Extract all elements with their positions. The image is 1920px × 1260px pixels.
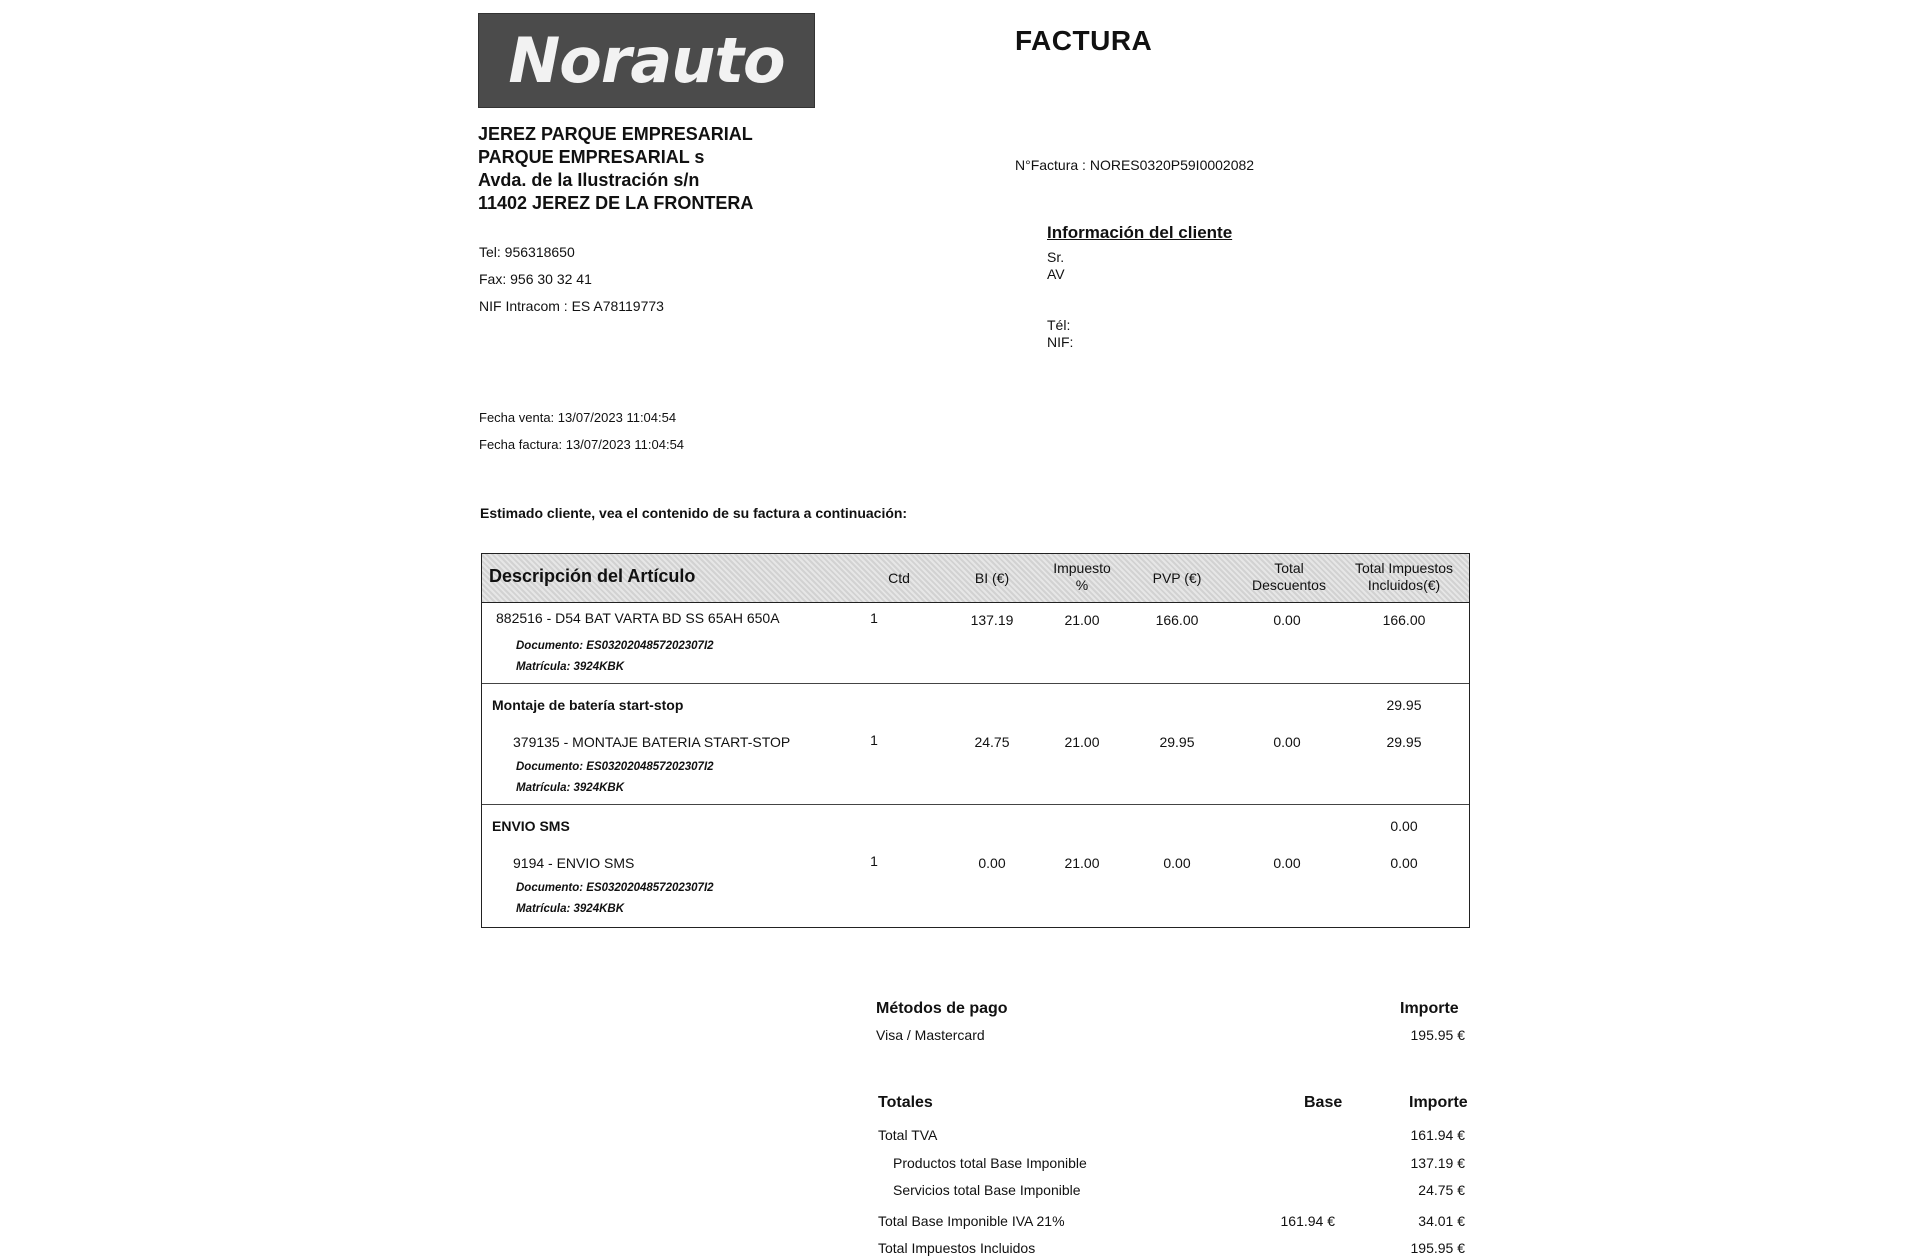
payment-title: Métodos de pago xyxy=(876,1000,1008,1017)
row1-total: 166.00 xyxy=(1382,612,1426,628)
row3-qty: 1 xyxy=(870,853,878,869)
row3-matricula: Matrícula: 3924KBK xyxy=(516,903,625,915)
header-tax-line2: % xyxy=(1075,577,1089,593)
row2-tax: 21.00 xyxy=(1064,734,1100,750)
client-address: AV xyxy=(1047,266,1065,282)
row3-total: 0.00 xyxy=(1390,855,1418,871)
header-tax-line1: Impuesto xyxy=(1053,560,1111,576)
row3-bi: 0.00 xyxy=(978,855,1006,871)
row1-discounts: 0.00 xyxy=(1273,612,1301,628)
header-tax xyxy=(1032,560,1132,594)
row2-discounts: 0.00 xyxy=(1273,734,1301,750)
row1-documento: Documento: ES0320204857202307I2 xyxy=(516,640,714,652)
document-title: FACTURA xyxy=(1015,25,1153,56)
company-address-2: Avda. de la Ilustración s/n xyxy=(478,170,700,190)
company-nif: NIF Intracom : ES A78119773 xyxy=(479,298,664,314)
iva-amount: 34.01 € xyxy=(1418,1213,1465,1229)
iva-base-value: 161.94 € xyxy=(1280,1213,1335,1229)
row2-qty: 1 xyxy=(870,732,878,748)
row3-documento: Documento: ES0320204857202307I2 xyxy=(516,882,714,894)
row2-matricula: Matrícula: 3924KBK xyxy=(516,782,625,794)
services-base-label: Servicios total Base Imponible xyxy=(893,1182,1081,1198)
header-description: Descripción del Artículo xyxy=(489,566,696,586)
client-tel: Tél: xyxy=(1047,317,1071,333)
row3-pvp: 0.00 xyxy=(1163,855,1191,871)
table-header xyxy=(482,554,1469,603)
items-table xyxy=(481,553,1470,928)
norauto-logo xyxy=(478,13,815,108)
row2-description: 379135 - MONTAJE BATERIA START-STOP xyxy=(513,734,791,750)
row2-total: 29.95 xyxy=(1386,734,1422,750)
row1-tax: 21.00 xyxy=(1064,612,1100,628)
logo-text: Norauto xyxy=(508,24,785,97)
header-qty: Ctd xyxy=(888,570,910,586)
taxes-included-label: Total Impuestos Incluidos xyxy=(878,1240,1036,1256)
sale-date: Fecha venta: 13/07/2023 11:04:54 xyxy=(479,410,677,425)
row3-group-total: 0.00 xyxy=(1390,818,1418,834)
company-address-3: 11402 JEREZ DE LA FRONTERA xyxy=(478,193,754,213)
payment-method: Visa / Mastercard xyxy=(876,1027,985,1043)
header-discounts-line2: Descuentos xyxy=(1252,577,1326,593)
header-bi: BI (€) xyxy=(974,570,1010,586)
taxes-included-amount: 195.95 € xyxy=(1410,1240,1465,1256)
total-tva-amount: 161.94 € xyxy=(1410,1127,1465,1143)
intro-text: Estimado cliente, vea el contenido de su factura a continuación: xyxy=(480,505,908,521)
company-tel: Tel: 956318650 xyxy=(479,244,575,260)
payment-amount: 195.95 € xyxy=(1410,1027,1465,1043)
company-name: JEREZ PARQUE EMPRESARIAL xyxy=(478,124,753,144)
payment-amount-header: Importe xyxy=(1400,1000,1459,1017)
header-discounts xyxy=(1234,560,1344,594)
totals-base-header: Base xyxy=(1304,1094,1343,1111)
products-base-label: Productos total Base Imponible xyxy=(893,1155,1087,1171)
invoice-date: Fecha factura: 13/07/2023 11:04:54 xyxy=(479,437,685,452)
totals-title: Totales xyxy=(878,1094,933,1111)
company-fax: Fax: 956 30 32 41 xyxy=(479,271,592,287)
row3-group-title: ENVIO SMS xyxy=(492,818,570,834)
services-base-amount: 24.75 € xyxy=(1418,1182,1465,1198)
products-base-amount: 137.19 € xyxy=(1410,1155,1465,1171)
row-divider xyxy=(482,683,1469,684)
row1-pvp: 166.00 xyxy=(1155,612,1199,628)
header-total-line2: Incluidos(€) xyxy=(1367,577,1441,593)
row3-description: 9194 - ENVIO SMS xyxy=(513,855,635,871)
row2-group-total: 29.95 xyxy=(1386,697,1422,713)
row2-documento: Documento: ES0320204857202307I2 xyxy=(516,761,714,773)
row1-matricula: Matrícula: 3924KBK xyxy=(516,661,625,673)
invoice-number: N°Factura : NORES0320P59I0002082 xyxy=(1015,157,1255,173)
total-tva-label: Total TVA xyxy=(878,1127,938,1143)
row1-description: 882516 - D54 BAT VARTA BD SS 65AH 650A xyxy=(496,610,780,626)
row-divider xyxy=(482,804,1469,805)
client-name: Sr. xyxy=(1047,249,1065,265)
header-pvp: PVP (€) xyxy=(1152,570,1202,586)
iva-base-label: Total Base Imponible IVA 21% xyxy=(878,1213,1065,1229)
header-discounts-line1: Total xyxy=(1274,560,1304,576)
row1-bi: 137.19 xyxy=(970,612,1014,628)
totals-amount-header: Importe xyxy=(1409,1094,1468,1111)
row2-bi: 24.75 xyxy=(974,734,1010,750)
row3-tax: 21.00 xyxy=(1064,855,1100,871)
row1-qty: 1 xyxy=(870,610,878,626)
row3-discounts: 0.00 xyxy=(1273,855,1301,871)
company-address-1: PARQUE EMPRESARIAL s xyxy=(478,147,705,167)
header-total-line1: Total Impuestos xyxy=(1354,560,1454,576)
row2-group-title: Montaje de batería start-stop xyxy=(492,697,684,713)
row2-pvp: 29.95 xyxy=(1159,734,1195,750)
client-heading: Información del cliente xyxy=(1047,223,1233,242)
header-total xyxy=(1339,560,1469,594)
client-nif: NIF: xyxy=(1047,334,1074,350)
